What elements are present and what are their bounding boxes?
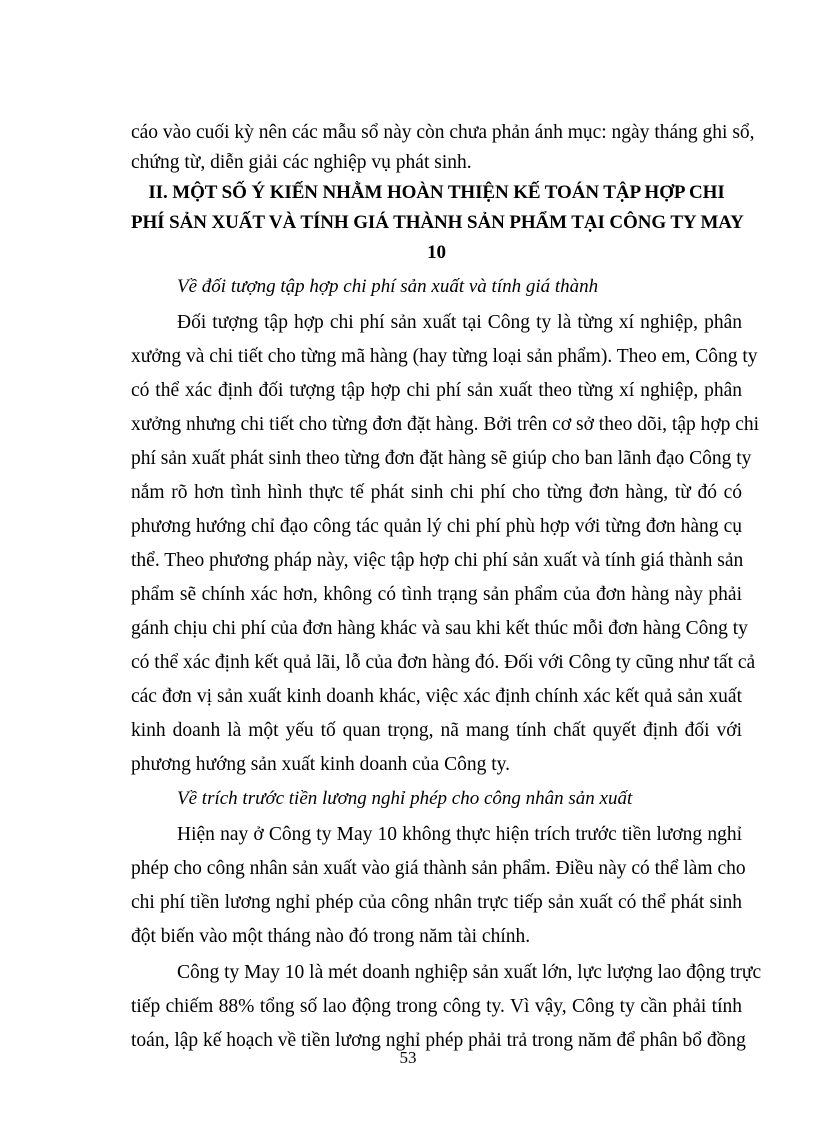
body-text-line: kinh doanh là một yếu tố quan trọng, nã mang tính chất quyết định đối với [131, 720, 742, 741]
body-text-line: phương hướng chỉ đạo công tác quản lý chi phí phù hợp với từng đơn hàng cụ [131, 516, 742, 537]
body-text-line: phẩm sẽ chính xác hơn, không có tình trạng sản phẩm của đơn hàng này phải [131, 584, 742, 605]
page-number: 53 [399, 1048, 417, 1067]
body-text-line: có thể xác định kết quả lãi, lỗ của đơn hàng đó. Đối với Công ty cũng như tất cả [131, 652, 756, 673]
body-text-line: đột biến vào một tháng nào đó trong năm tài chính. [131, 926, 531, 947]
subheading-cost-objects: Về đối tượng tập hợp chi phí sản xuất và tính giá thành [177, 276, 599, 297]
body-text-line: toán, lập kế hoạch về tiền lương nghỉ phép phải trả trong năm để phân bổ đồng [131, 1030, 746, 1051]
body-text-line: Hiện nay ở Công ty May 10 không thực hiện trích trước tiền lương nghỉ [177, 824, 742, 845]
section-heading-line: PHÍ SẢN XUẤT VÀ TÍNH GIÁ THÀNH SẢN PHẨM TẠI CÔNG TY MAY [131, 212, 744, 233]
body-text-line: phí sản xuất phát sinh theo từng đơn đặt hàng sẽ giúp cho ban lãnh đạo Công ty [131, 448, 752, 469]
body-text-line: chi phí tiền lương nghỉ phép của công nhân trực tiếp sản xuất có thể phát sinh [131, 892, 742, 913]
body-text-line: tiếp chiếm 88% tổng số lao động trong công ty. Vì vậy, Công ty cần phải tính [131, 996, 742, 1017]
body-text-line: gánh chịu chi phí của đơn hàng khác và sau khi kết thúc mỗi đơn hàng Công ty [131, 618, 748, 639]
page-content [131, 118, 762, 1056]
subheading-vacation-pay-accrual: Về trích trước tiền lương nghỉ phép cho công nhân sản xuất [177, 788, 633, 809]
body-text-line: phép cho công nhân sản xuất vào giá thành sản phẩm. Điều này có thể làm cho [131, 858, 746, 879]
body-text-line: phương hướng sản xuất kinh doanh của Công ty. [131, 754, 510, 775]
body-text-line: thể. Theo phương pháp này, việc tập hợp chi phí sản xuất và tính giá thành sản [131, 550, 744, 571]
body-text-line: nắm rõ hơn tình hình thực tế phát sinh chi phí cho từng đơn hàng, từ đó có [131, 482, 742, 503]
body-text-line: các đơn vị sản xuất kinh doanh khác, việc xác định chính xác kết quả sản xuất [131, 686, 742, 707]
section-heading-line: 10 [427, 242, 446, 263]
section-heading-line: II. MỘT SỐ Ý KIẾN NHẰM HOÀN THIỆN KẾ TOÁN TẬP HỢP CHI [148, 182, 725, 203]
body-text-line: có thể xác định đối tượng tập hợp chi phí sản xuất theo từng xí nghiệp, phân [131, 380, 742, 401]
body-text-line: cáo vào cuối kỳ nên các mẫu sổ này còn chưa phản ánh mục: ngày tháng ghi sổ, [131, 122, 755, 143]
body-text-line: Công ty May 10 là mét doanh nghiệp sản xuất lớn, lực lượng lao động trực [177, 962, 762, 983]
body-text-line: chứng từ, diễn giải các nghiệp vụ phát sinh. [131, 152, 472, 173]
body-text-line: xưởng nhưng chi tiết cho từng đơn đặt hàng. Bởi trên cơ sở theo dõi, tập hợp chi [131, 414, 760, 435]
body-text-line: xưởng và chi tiết cho từng mã hàng (hay từng loại sản phẩm). Theo em, Công ty [131, 346, 758, 367]
body-text-line: Đối tượng tập hợp chi phí sản xuất tại Công ty là từng xí nghiệp, phân [177, 312, 742, 333]
